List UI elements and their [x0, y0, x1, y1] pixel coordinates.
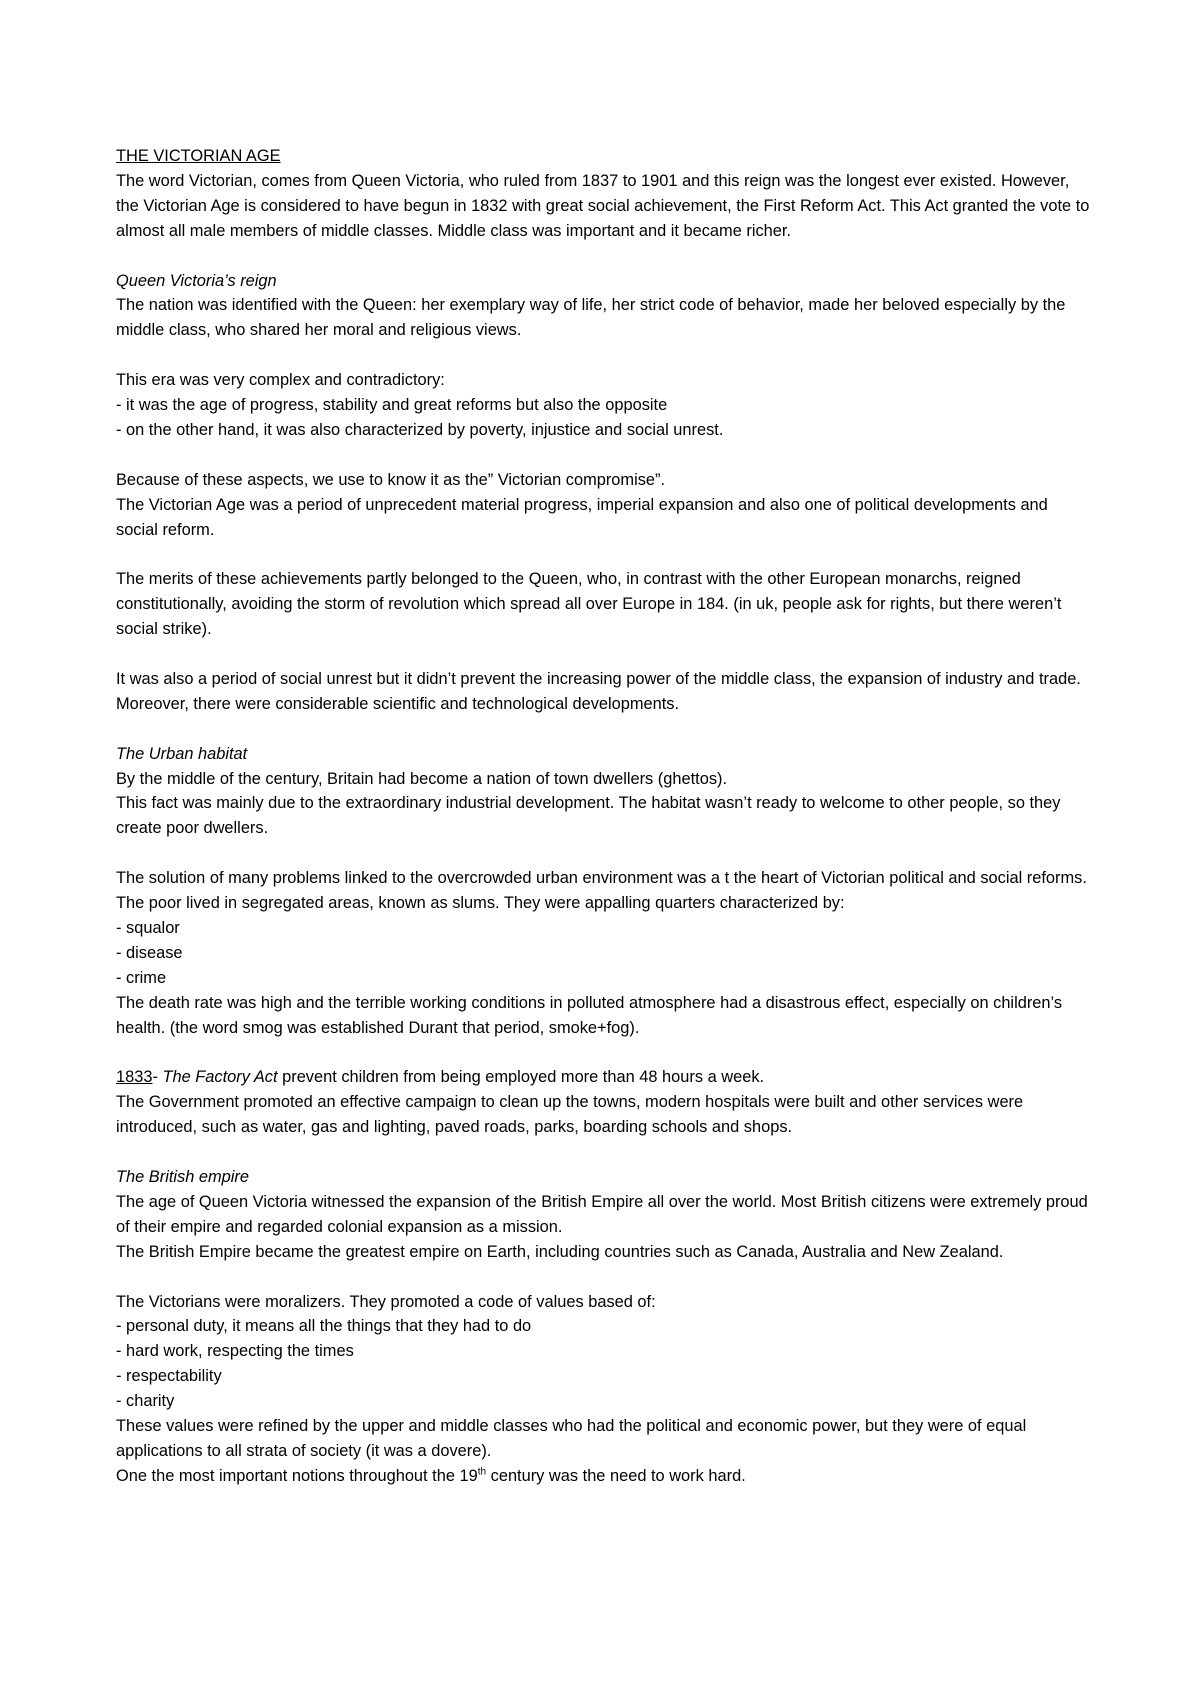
urban-dwellers-line: By the middle of the century, Britain had become a nation of town dwellers (ghettos). [116, 769, 728, 788]
empire-values-paragraph: These values were refined by the upper and middle classes who had the political and economic power, but they were of equal applications to all strata of society (it was a dovere). [116, 1417, 1027, 1460]
list-item: - on the other hand, it was also characterized by poverty, injustice and social unrest. [116, 420, 724, 439]
paragraph-gap [116, 1140, 1091, 1165]
paragraph-gap [116, 841, 1091, 866]
list-item: - personal duty, it means all the things that they had to do [116, 1317, 532, 1336]
paragraph-gap [116, 1041, 1091, 1066]
paragraph-gap [116, 343, 1091, 368]
empire-values-intro: The Victorians were moralizers. They promoted a code of values based of: [116, 1292, 656, 1311]
urban-death-rate-paragraph: The death rate was high and the terrible working conditions in polluted atmosphere had a disastrous effect, especially on children’s health. (the word smog was established Durant that period, smoke+fog). [116, 993, 1063, 1037]
list-item: - squalor [116, 918, 180, 937]
urban-development-paragraph: This fact was mainly due to the extraordinary industrial development. The habitat wasn’t ready to welcome to other people, so they create poor dwellers. [116, 794, 1061, 838]
list-item: - hard work, respecting the times [116, 1342, 354, 1361]
final-line-end: century was the need to work hard. [486, 1466, 746, 1485]
paragraph-gap [116, 642, 1091, 667]
final-line-start: One the most important notions throughout the 19 [116, 1466, 478, 1485]
factory-act-text: prevent children from being employed more than 48 hours a week. [277, 1068, 765, 1087]
paragraph-gap [116, 244, 1091, 269]
intro-paragraph: The word Victorian, comes from Queen Victoria, who ruled from 1837 to 1901 and this reign was the longest ever existed. However, the Victorian Age is considered to have begun in 1832 with great social achievement, the First Reform Act. This Act granted the vote to almost all male members of middle classes. Middle class was important and it became richer. [116, 171, 1090, 240]
reign-list-intro: This era was very complex and contradictory: [116, 371, 445, 390]
list-item: - disease [116, 943, 183, 962]
ordinal-suffix: th [477, 1466, 487, 1478]
reign-merits-paragraph: The merits of these achievements partly belonged to the Queen, who, in contrast with the other European monarchs, reigned constitutionally, avoiding the storm of revolution which spread all over Europe in 184. (in uk, people ask for rights, but there weren’t social strike). [116, 570, 1062, 639]
empire-expansion-paragraph: The age of Queen Victoria witnessed the expansion of the British Empire all over the world. Most British citizens were extremely proud of their empire and regarded colonial expansion as a mission. [116, 1192, 1088, 1236]
urban-government-paragraph: The Government promoted an effective campaign to clean up the towns, modern hospitals were built and other services were introduced, such as water, gas and lighting, paved roads, parks, boarding schools and shops. [116, 1093, 1024, 1137]
reign-compromise-line: Because of these aspects, we use to know it as the” Victorian compromise”. [116, 470, 666, 489]
paragraph-gap [116, 443, 1091, 468]
reign-progress-paragraph: The Victorian Age was a period of unprecedent material progress, imperial expansion and also one of political developments and social reform. [116, 495, 1048, 539]
factory-act-name: The Factory Act [162, 1068, 278, 1087]
paragraph-gap [116, 542, 1091, 567]
factory-act-separator: - [152, 1068, 163, 1087]
factory-act-line [116, 1065, 1091, 1090]
list-item: - charity [116, 1392, 175, 1411]
document-title: THE VICTORIAN AGE [116, 147, 281, 165]
list-item: - it was the age of progress, stability and great reforms but also the opposite [116, 396, 668, 415]
empire-final-line [116, 1464, 1091, 1489]
reign-unrest-paragraph: It was also a period of social unrest but it didn’t prevent the increasing power of the middle class, the expansion of industry and trade. Moreover, there were considerable scientific and technological developments. [116, 669, 1081, 713]
section-heading-empire: The British empire [116, 1168, 249, 1187]
section-heading-reign: Queen Victoria’s reign [116, 271, 277, 290]
factory-act-year: 1833 [116, 1068, 153, 1087]
section-heading-urban: The Urban habitat [116, 744, 248, 763]
paragraph-gap [116, 1265, 1091, 1290]
document-page [116, 144, 1091, 1489]
reign-paragraph-1: The nation was identified with the Queen: her exemplary way of life, her strict code of behavior, made her beloved especially by the middle class, who shared her moral and religious views. [116, 296, 1066, 340]
empire-greatest-paragraph: The British Empire became the greatest empire on Earth, including countries such as Canada, Australia and New Zealand. [116, 1242, 1004, 1261]
list-item: - crime [116, 968, 167, 987]
urban-slums-paragraph: The solution of many problems linked to the overcrowded urban environment was a t the heart of Victorian political and social reforms. The poor lived in segregated areas, known as slums. They were appalling quarters characterized by: [116, 869, 1087, 913]
list-item: - respectability [116, 1367, 222, 1386]
paragraph-gap [116, 717, 1091, 742]
